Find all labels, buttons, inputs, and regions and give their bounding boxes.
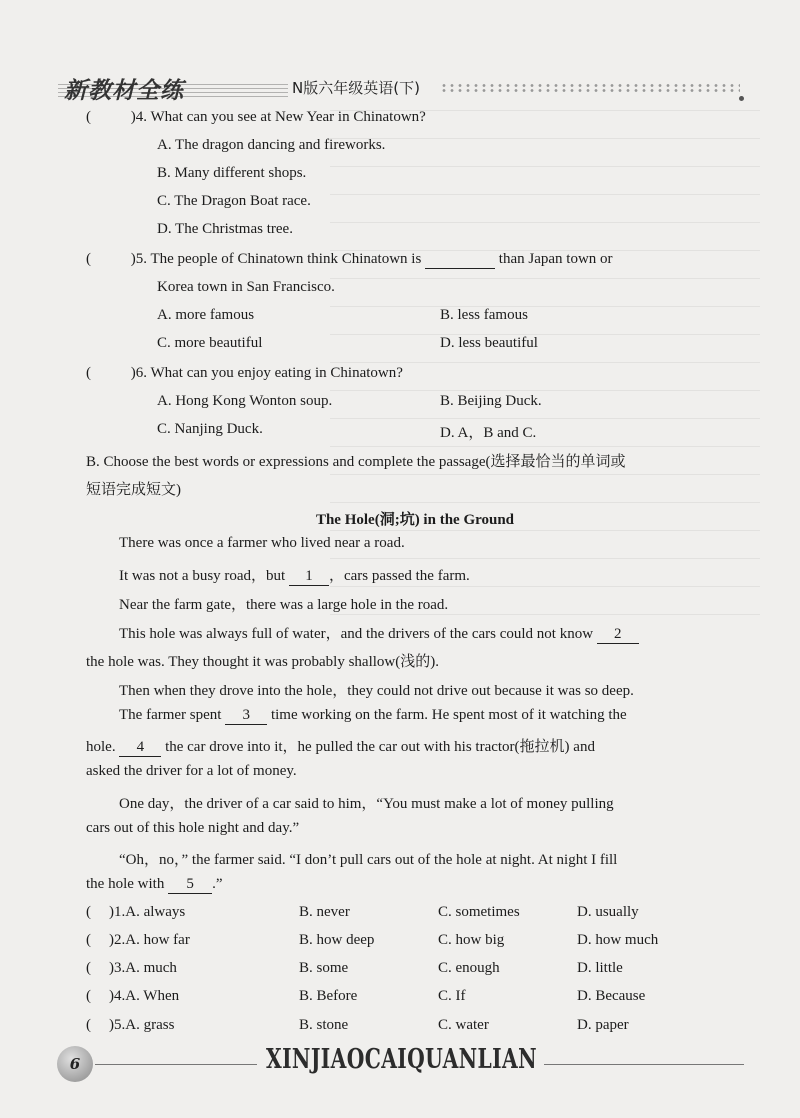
header-end-dot (739, 96, 744, 101)
choice-b: B. never (299, 904, 350, 920)
question-stem-line2: Korea town in San Francisco. (157, 279, 335, 295)
passage-line: the hole was. They thought it was probably shallow(浅的). (86, 654, 439, 670)
choice-c: C. sometimes (438, 904, 520, 920)
choice-c: C. enough (438, 960, 500, 976)
choice-row-4: ( )4.A. When (86, 988, 180, 1004)
choice-row-3: ( )3.A. much (86, 960, 177, 976)
footer-rule-right (544, 1064, 744, 1065)
passage-line: This hole was always full of water，and the drivers of the cars could not know 2 (119, 622, 639, 644)
question-5 (86, 251, 613, 269)
option: D. The Christmas tree. (157, 221, 293, 237)
question-stem-cont: than Japan town or (498, 251, 613, 267)
choice-b: B. stone (299, 1017, 349, 1033)
choice-row-5: ( )5.A. grass (86, 1017, 175, 1033)
question-stem: What can you enjoy eating in Chinatown? (150, 365, 403, 381)
page-number-badge (57, 1046, 93, 1082)
choice-b: B. how deep (299, 932, 375, 948)
answer-paren: ( (86, 109, 91, 125)
passage-line: the hole with 5 .” (86, 876, 223, 892)
option: C. more beautiful (157, 335, 263, 351)
passage-line: Then when they drove into the hole，they could not drive out because it was so deep. (119, 683, 634, 699)
question-number: )5. (130, 251, 147, 267)
choice-d: D. paper (577, 1017, 629, 1033)
passage-line: The farmer spent 3 time working on the farm. He spent most of it watching the (119, 707, 627, 723)
question-4 (86, 109, 426, 126)
question-6 (86, 365, 403, 382)
answer-blank[interactable] (425, 252, 495, 269)
choice-row-1: ( )1.A. always (86, 904, 186, 920)
choice-d: D. how much (577, 932, 659, 948)
option: D. less beautiful (440, 335, 538, 351)
question-stem: The people of Chinatown think Chinatown is (150, 251, 422, 267)
question-number: )4. (130, 109, 147, 125)
choice-c: C. how big (438, 932, 505, 948)
passage-line: It was not a busy road，but 1 ，cars passed the farm. (119, 568, 470, 584)
option: A. more famous (157, 307, 255, 323)
blank-5[interactable]: 5 (168, 877, 212, 894)
passage-line: cars out of this hole night and day.” (86, 820, 300, 836)
blank-3[interactable]: 3 (225, 708, 267, 725)
option: D. A，B and C. (440, 425, 537, 441)
blank-1[interactable]: 1 (289, 569, 329, 586)
blank-4[interactable]: 4 (119, 740, 161, 757)
choice-d: D. usually (577, 904, 639, 920)
passage-line: Near the farm gate，there was a large hole in the road. (119, 597, 449, 613)
header-title: 新教材全练 (64, 78, 184, 104)
option: B. Many different shops. (157, 165, 307, 181)
option: C. Nanjing Duck. (157, 421, 263, 437)
section-b-instruction-cont: 短语完成短文) (86, 482, 181, 498)
choice-d: D. Because (577, 988, 646, 1004)
choice-c: C. water (438, 1017, 489, 1033)
choice-b: B. Before (299, 988, 358, 1004)
passage-title: The Hole(洞;坑) in the Ground (315, 512, 515, 528)
answer-paren: ( (86, 251, 91, 267)
passage-line: One day，the driver of a car said to him，“You must make a lot of money pulling (119, 796, 614, 812)
option: C. The Dragon Boat race. (157, 193, 311, 209)
choice-row-2: ( )2.A. how far (86, 932, 190, 948)
choice-b: B. some (299, 960, 349, 976)
footer-rule-left (95, 1064, 257, 1065)
header-subtitle: N版六年级英语(下) (292, 79, 420, 97)
footer-brand: XINJIAOCAIQUANLIAN (266, 1044, 537, 1075)
question-number: )6. (130, 365, 147, 381)
option: A. The dragon dancing and fireworks. (157, 137, 386, 153)
page-number: 6 (69, 1055, 81, 1073)
passage-line: asked the driver for a lot of money. (86, 763, 297, 779)
choice-d: D. little (577, 960, 623, 976)
option: B. Beijing Duck. (440, 393, 542, 409)
blank-2[interactable]: 2 (597, 627, 639, 644)
option: A. Hong Kong Wonton soup. (157, 393, 333, 409)
question-stem: What can you see at New Year in Chinatown? (150, 109, 426, 125)
section-b-instruction: B. Choose the best words or expressions and complete the passage(选择最恰当的单词或 (86, 454, 626, 470)
passage-line: hole. 4 the car drove into it，he pulled the car out with his tractor(拖拉机) and (86, 739, 595, 755)
answer-paren: ( (86, 365, 91, 381)
passage-line: There was once a farmer who lived near a road. (119, 535, 405, 551)
header-dotted-rule (440, 83, 740, 93)
option: B. less famous (440, 307, 528, 323)
choice-c: C. If (438, 988, 466, 1004)
passage-line: “Oh，no，” the farmer said. “I don’t pull cars out of the hole at night. At night I fill (119, 852, 618, 868)
